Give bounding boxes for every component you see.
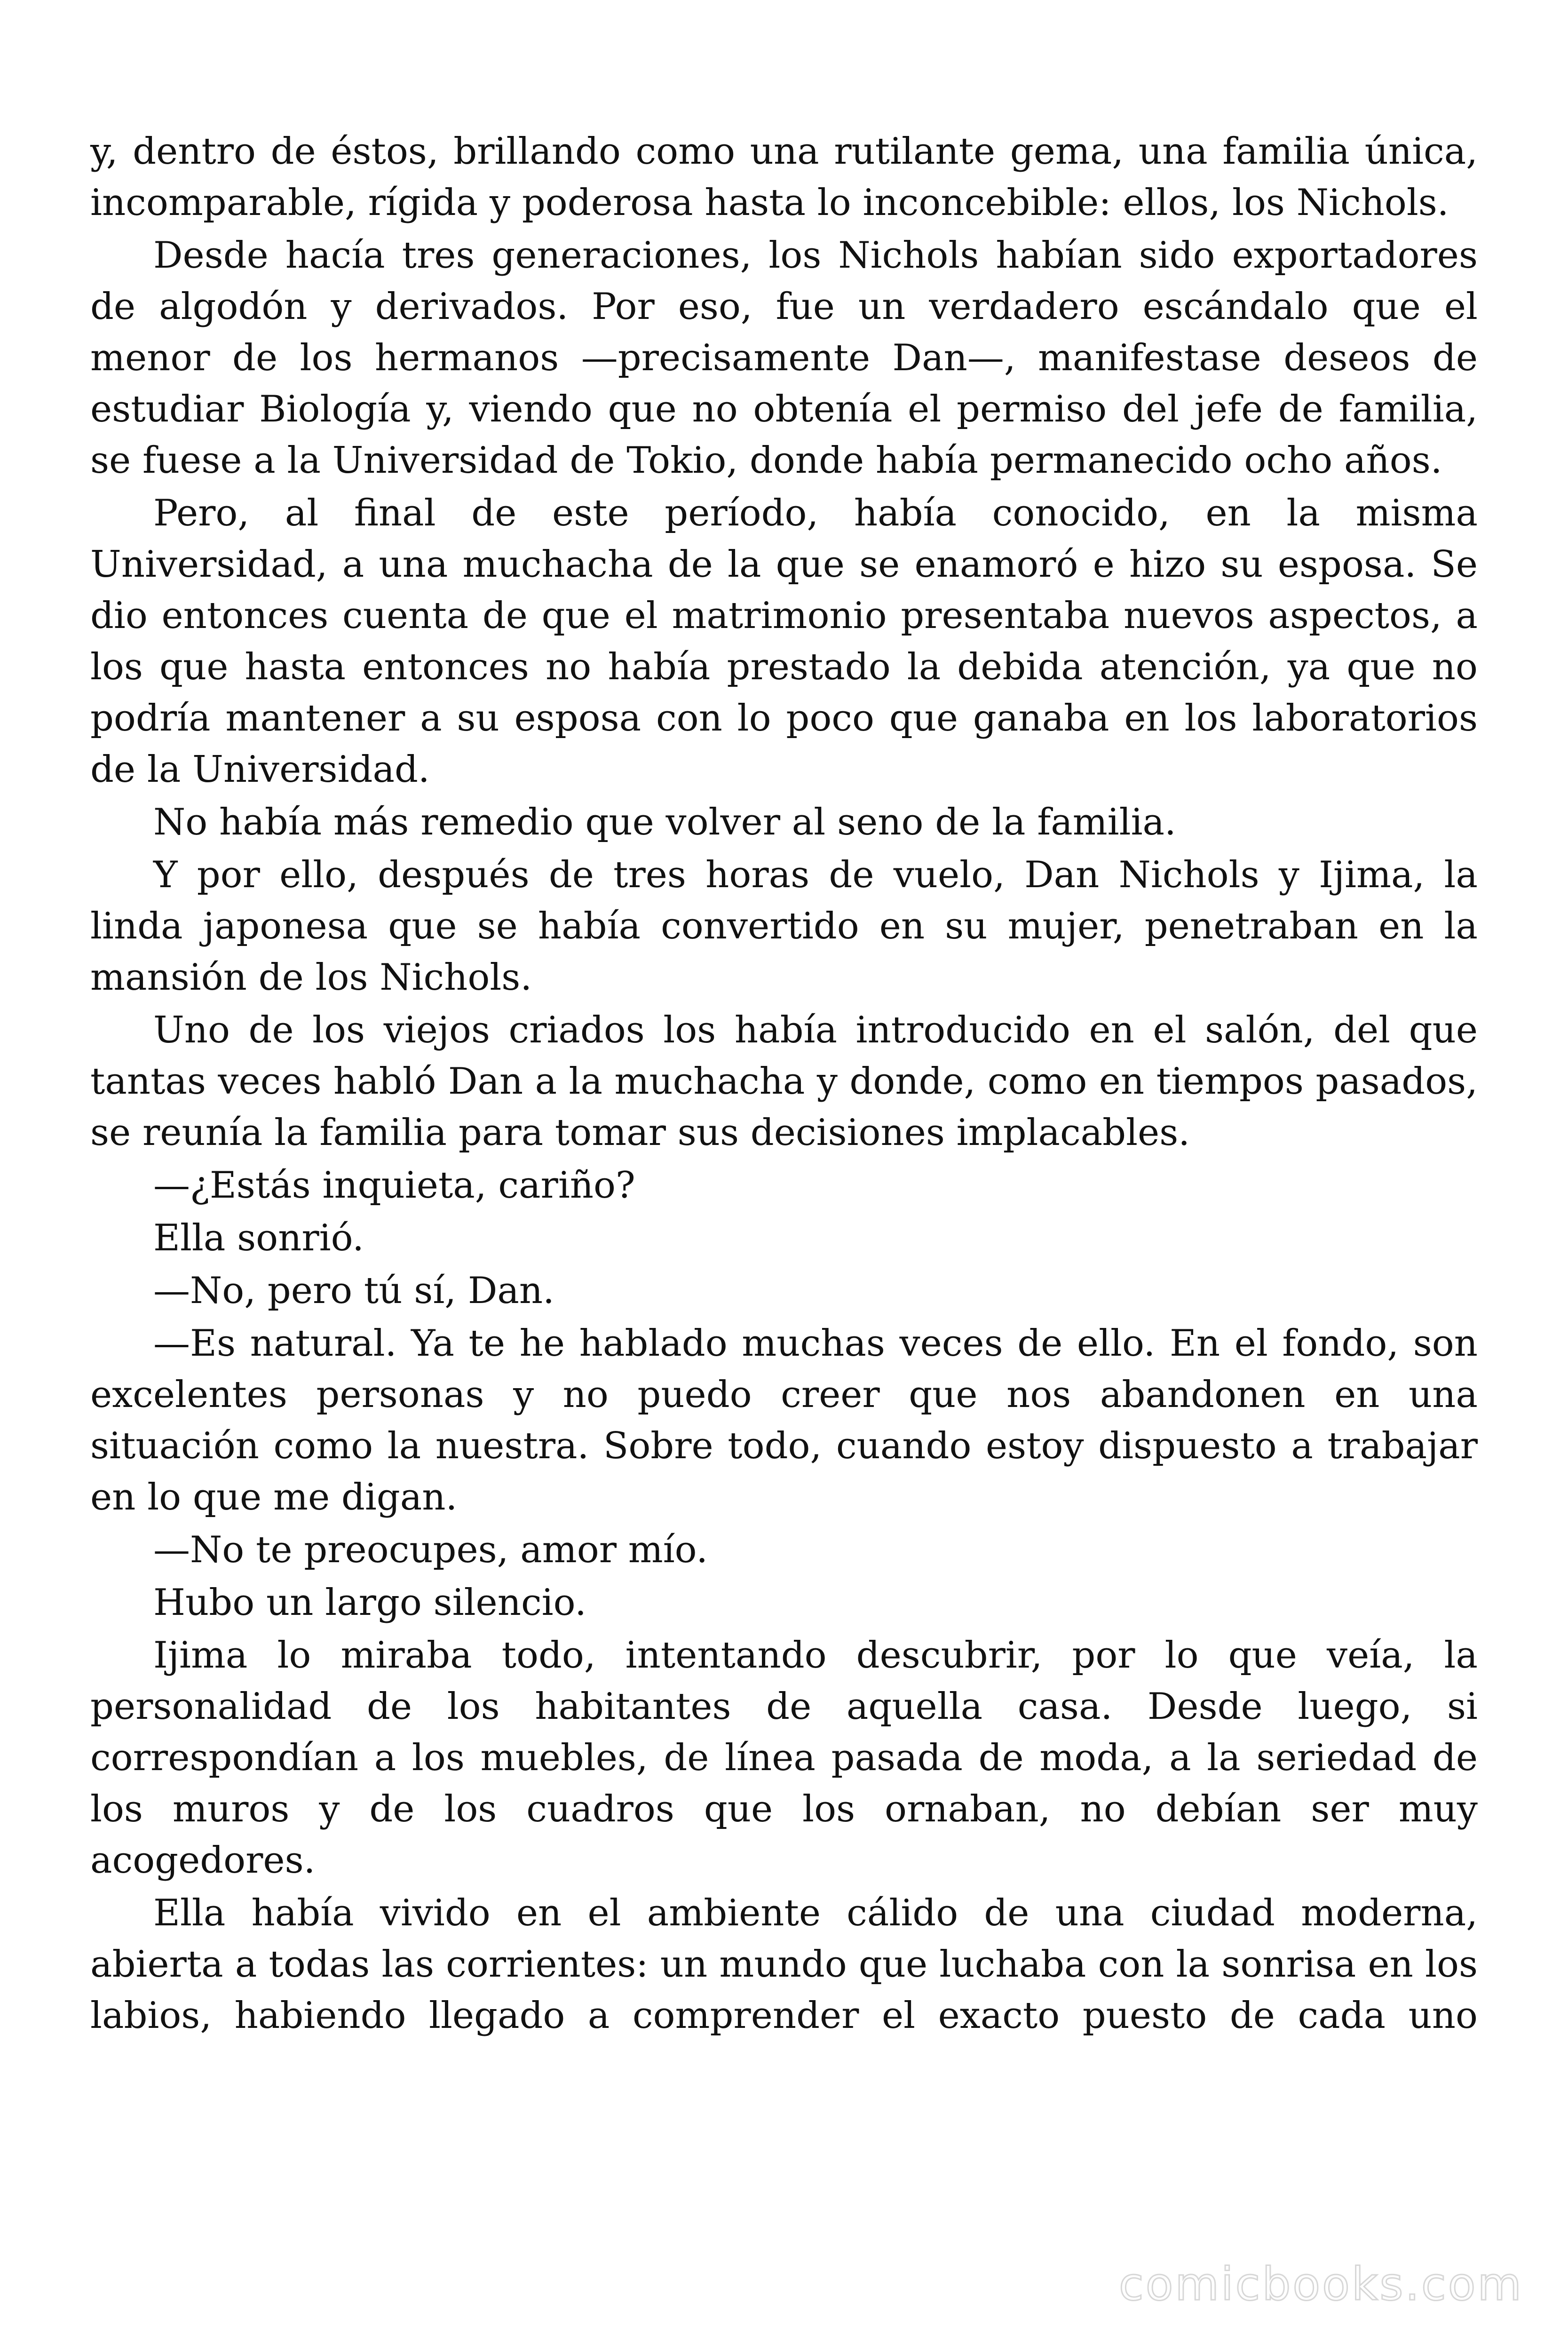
paragraph: Y por ello, después de tres horas de vuelo, Dan Nichols y Ijima, la linda japonesa que se había convertido en su mujer, penetraban en la mansión de los Nichols. <box>90 854 1478 999</box>
page-body <box>90 126 1478 2043</box>
paragraph: Ella sonrió. <box>153 1217 364 1259</box>
watermark: comicbooks.com <box>1118 2258 1523 2311</box>
paragraph: —No te preocupes, amor mío. <box>153 1529 708 1571</box>
paragraph: Desde hacía tres generaciones, los Nichols habían sido exportadores de algodón y derivados. Por eso, fue un verdadero escándalo que el menor de los hermanos —precisamente Dan—, manifestase deseos de estudiar Biología y, viendo que no obtenía el permiso del jefe de familia, se fuese a la Universidad de Tokio, donde había permanecido ocho años. <box>90 234 1478 482</box>
paragraph: Uno de los viejos criados los había introducido en el salón, del que tantas veces habló Dan a la muchacha y donde, como en tiempos pasados, se reunía la familia para tomar sus decisiones implacables. <box>90 1009 1478 1154</box>
paragraph: —Es natural. Ya te he hablado muchas veces de ello. En el fondo, son excelentes personas y no puedo creer que nos abandonen en una situación como la nuestra. Sobre todo, cuando estoy dispuesto a trabajar en lo que me digan. <box>90 1322 1478 1518</box>
paragraph: Pero, al final de este período, había conocido, en la misma Universidad, a una muchacha de la que se enamoró e hizo su esposa. Se dio entonces cuenta de que el matrimonio presentaba nuevos aspectos, a los que hasta entonces no había prestado la debida atención, ya que no podría mantener a su esposa con lo poco que ganaba en los laboratorios de la Universidad. <box>90 492 1478 791</box>
paragraph: y, dentro de éstos, brillando como una rutilante gema, una familia única, incomparable, rígida y poderosa hasta lo inconcebible: ellos, los Nichols. <box>90 130 1478 224</box>
paragraph: Ijima lo miraba todo, intentando descubrir, por lo que veía, la personalidad de los habitantes de aquella casa. Desde luego, si correspondían a los muebles, de línea pasada de moda, a la seriedad de los muros y de los cuadros que los ornaban, no debían ser muy acogedores. <box>90 1634 1478 1882</box>
paragraph: —No, pero tú sí, Dan. <box>153 1270 554 1312</box>
paragraph: No había más remedio que volver al seno de la familia. <box>153 801 1176 843</box>
paragraph: Ella había vivido en el ambiente cálido de una ciudad moderna, abierta a todas las corrientes: un mundo que luchaba con la sonrisa en los labios, habiendo llegado a comprender el exacto puesto de cada uno <box>90 1892 1478 2037</box>
paragraph: Hubo un largo silencio. <box>153 1581 586 1624</box>
paragraph: —¿Estás inquieta, cariño? <box>153 1164 635 1207</box>
